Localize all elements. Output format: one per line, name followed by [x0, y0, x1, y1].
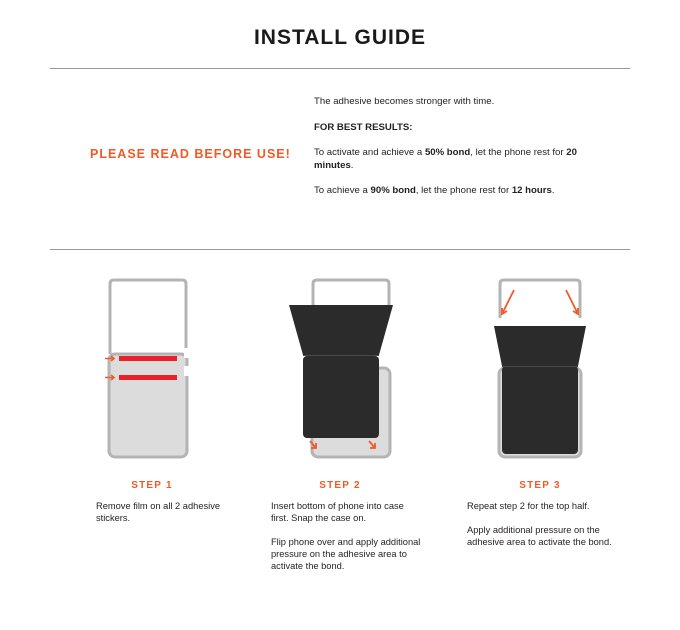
phone-bottom [502, 366, 578, 454]
hinge-lower [184, 366, 190, 376]
info-bond90: To achieve a 90% bond, let the phone rest for 12 hours. [314, 185, 555, 196]
arrow-icon [502, 290, 578, 314]
step3-illustration [490, 270, 600, 470]
case-lower-body [109, 354, 187, 457]
phone-top [289, 305, 393, 355]
step1-text: Remove film on all 2 adhesive stickers. [96, 501, 221, 523]
step2-title: STEP 2 [319, 480, 361, 491]
step1-title: STEP 1 [131, 480, 173, 491]
warning-text: PLEASE READ BEFORE USE! [90, 147, 291, 161]
hinge-upper [184, 348, 190, 358]
info-heading: FOR BEST RESULTS: [314, 121, 413, 133]
phone-top [494, 326, 586, 366]
adhesive-sticker-2 [119, 375, 177, 380]
case-shell [110, 280, 186, 292]
info-line: The adhesive becomes stronger with time. [314, 96, 495, 107]
page-title: INSTALL GUIDE [253, 26, 427, 49]
phone-bottom [303, 356, 379, 438]
step1-illustration [100, 270, 200, 470]
divider-middle [50, 249, 630, 250]
step3-title: STEP 3 [519, 480, 561, 491]
adhesive-sticker-1 [119, 356, 177, 361]
case-shell [313, 280, 389, 306]
step2-text: Insert bottom of phone into case first. Snap the case on. Flip phone over and apply additional pressure on the adhesive area to activate the bond. [271, 501, 421, 571]
divider-top [50, 68, 630, 69]
info-activate: To activate and achieve a 50% bond, let the phone rest for 20 minutes. [314, 147, 577, 171]
step2-illustration [283, 270, 403, 470]
info-block [314, 96, 614, 211]
case-shell [500, 280, 580, 318]
step3-text: Repeat step 2 for the top half. Apply additional pressure on the adhesive area to activate the bond. [467, 501, 612, 547]
